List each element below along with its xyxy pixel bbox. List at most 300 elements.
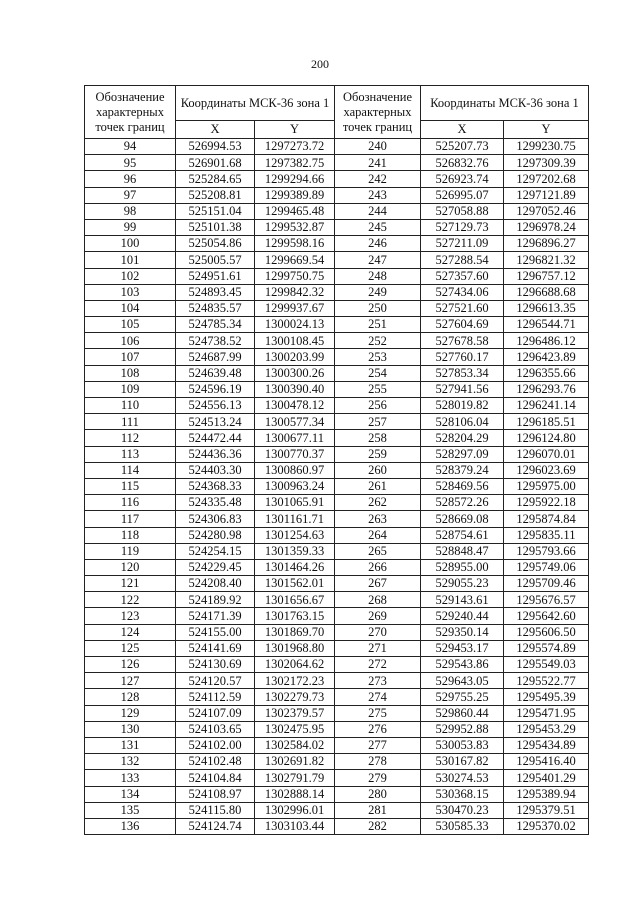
point-id-cell: 135	[85, 802, 176, 818]
x-value-cell: 524436.36	[176, 446, 255, 462]
point-id-cell: 280	[335, 786, 421, 802]
x-value-cell: 524115.80	[176, 802, 255, 818]
y-value-cell: 1296688.68	[504, 284, 589, 300]
y-value-cell: 1295835.11	[504, 527, 589, 543]
y-value-cell: 1299230.75	[504, 139, 589, 155]
y-column-header-right: Y	[504, 121, 589, 139]
x-value-cell: 524171.39	[176, 608, 255, 624]
point-id-cell: 244	[335, 203, 421, 219]
point-id-cell: 262	[335, 495, 421, 511]
x-value-cell: 529055.23	[421, 576, 504, 592]
table-row	[85, 802, 589, 818]
point-id-cell: 106	[85, 333, 176, 349]
y-value-cell: 1302888.14	[255, 786, 335, 802]
x-value-cell: 530585.33	[421, 818, 504, 834]
point-id-cell: 264	[335, 527, 421, 543]
x-value-cell: 529755.25	[421, 689, 504, 705]
point-id-cell: 242	[335, 171, 421, 187]
y-value-cell: 1300963.24	[255, 478, 335, 494]
point-id-cell: 129	[85, 705, 176, 721]
y-value-cell: 1301562.01	[255, 576, 335, 592]
point-id-cell: 97	[85, 187, 176, 203]
y-value-cell: 1301065.91	[255, 495, 335, 511]
table-row	[85, 576, 589, 592]
point-id-cell: 277	[335, 737, 421, 753]
table-row	[85, 155, 589, 171]
table-row	[85, 139, 589, 155]
table-row	[85, 511, 589, 527]
point-id-cell: 254	[335, 365, 421, 381]
x-value-cell: 525101.38	[176, 219, 255, 235]
point-id-cell: 256	[335, 398, 421, 414]
point-id-cell: 96	[85, 171, 176, 187]
y-value-cell: 1295434.89	[504, 737, 589, 753]
x-value-cell: 524785.34	[176, 317, 255, 333]
table-row	[85, 187, 589, 203]
table-row	[85, 689, 589, 705]
y-value-cell: 1296124.80	[504, 430, 589, 446]
point-id-cell: 123	[85, 608, 176, 624]
point-id-cell: 125	[85, 640, 176, 656]
y-value-cell: 1296613.35	[504, 300, 589, 316]
page-number: 200	[311, 57, 329, 71]
x-value-cell: 528754.61	[421, 527, 504, 543]
y-value-cell: 1299750.75	[255, 268, 335, 284]
y-value-cell: 1295379.51	[504, 802, 589, 818]
x-value-cell: 530167.82	[421, 754, 504, 770]
x-value-cell: 524472.44	[176, 430, 255, 446]
y-value-cell: 1295922.18	[504, 495, 589, 511]
y-value-cell: 1302172.23	[255, 673, 335, 689]
x-value-cell: 527678.58	[421, 333, 504, 349]
x-value-cell: 526994.53	[176, 139, 255, 155]
table-row	[85, 236, 589, 252]
table-row	[85, 268, 589, 284]
y-value-cell: 1295495.39	[504, 689, 589, 705]
y-value-cell: 1295749.06	[504, 559, 589, 575]
y-value-cell: 1299389.89	[255, 187, 335, 203]
table-row	[85, 317, 589, 333]
point-id-cell: 119	[85, 543, 176, 559]
y-value-cell: 1296023.69	[504, 462, 589, 478]
point-id-cell: 267	[335, 576, 421, 592]
y-value-cell: 1296355.66	[504, 365, 589, 381]
y-value-cell: 1295401.29	[504, 770, 589, 786]
table-row	[85, 462, 589, 478]
table-row	[85, 430, 589, 446]
point-id-cell: 281	[335, 802, 421, 818]
point-id-cell: 128	[85, 689, 176, 705]
y-value-cell: 1302791.79	[255, 770, 335, 786]
y-value-cell: 1295676.57	[504, 592, 589, 608]
table-row	[85, 624, 589, 640]
point-id-cell: 246	[335, 236, 421, 252]
x-value-cell: 528955.00	[421, 559, 504, 575]
point-id-cell: 120	[85, 559, 176, 575]
x-value-cell: 529860.44	[421, 705, 504, 721]
point-id-cell: 270	[335, 624, 421, 640]
point-id-cell: 100	[85, 236, 176, 252]
y-value-cell: 1295642.60	[504, 608, 589, 624]
point-id-cell: 248	[335, 268, 421, 284]
y-value-cell: 1297273.72	[255, 139, 335, 155]
table-row	[85, 219, 589, 235]
y-value-cell: 1295471.95	[504, 705, 589, 721]
point-id-cell: 273	[335, 673, 421, 689]
point-id-cell: 275	[335, 705, 421, 721]
y-value-cell: 1300860.97	[255, 462, 335, 478]
point-id-cell: 241	[335, 155, 421, 171]
y-value-cell: 1302584.02	[255, 737, 335, 753]
y-value-cell: 1296423.89	[504, 349, 589, 365]
x-value-cell: 524103.65	[176, 721, 255, 737]
table-row	[85, 300, 589, 316]
point-id-cell: 249	[335, 284, 421, 300]
point-id-cell: 108	[85, 365, 176, 381]
point-id-cell: 114	[85, 462, 176, 478]
x-value-cell: 528106.04	[421, 414, 504, 430]
x-value-cell: 525284.65	[176, 171, 255, 187]
y-value-cell: 1295606.50	[504, 624, 589, 640]
y-value-cell: 1302064.62	[255, 657, 335, 673]
x-value-cell: 527058.88	[421, 203, 504, 219]
y-value-cell: 1301968.80	[255, 640, 335, 656]
point-id-cell: 111	[85, 414, 176, 430]
y-value-cell: 1301869.70	[255, 624, 335, 640]
point-id-cell: 263	[335, 511, 421, 527]
table-row	[85, 818, 589, 834]
x-value-cell: 526923.74	[421, 171, 504, 187]
x-value-cell: 526901.68	[176, 155, 255, 171]
x-value-cell: 530274.53	[421, 770, 504, 786]
y-value-cell: 1295416.40	[504, 754, 589, 770]
x-value-cell: 524104.84	[176, 770, 255, 786]
point-id-cell: 132	[85, 754, 176, 770]
y-value-cell: 1297052.46	[504, 203, 589, 219]
y-value-cell: 1297121.89	[504, 187, 589, 203]
x-value-cell: 527357.60	[421, 268, 504, 284]
x-value-cell: 524254.15	[176, 543, 255, 559]
table-row	[85, 284, 589, 300]
x-value-cell: 524124.74	[176, 818, 255, 834]
table-header	[85, 86, 589, 139]
point-id-cell: 115	[85, 478, 176, 494]
y-value-cell: 1296241.14	[504, 398, 589, 414]
x-value-cell: 528297.09	[421, 446, 504, 462]
point-id-cell: 253	[335, 349, 421, 365]
x-value-cell: 524513.24	[176, 414, 255, 430]
y-value-cell: 1297309.39	[504, 155, 589, 171]
y-value-cell: 1296070.01	[504, 446, 589, 462]
y-value-cell: 1300478.12	[255, 398, 335, 414]
point-id-cell: 104	[85, 300, 176, 316]
y-value-cell: 1299937.67	[255, 300, 335, 316]
point-id-cell: 124	[85, 624, 176, 640]
x-value-cell: 530470.23	[421, 802, 504, 818]
y-value-cell: 1296896.27	[504, 236, 589, 252]
x-value-cell: 524280.98	[176, 527, 255, 543]
point-id-cell: 99	[85, 219, 176, 235]
y-value-cell: 1300108.45	[255, 333, 335, 349]
point-id-cell: 113	[85, 446, 176, 462]
x-value-cell: 527434.06	[421, 284, 504, 300]
y-value-cell: 1297382.75	[255, 155, 335, 171]
x-value-cell: 527129.73	[421, 219, 504, 235]
y-value-cell: 1295453.29	[504, 721, 589, 737]
point-id-cell: 121	[85, 576, 176, 592]
table-body	[85, 139, 589, 835]
y-value-cell: 1296293.76	[504, 381, 589, 397]
x-value-cell: 524639.48	[176, 365, 255, 381]
table-row	[85, 446, 589, 462]
x-value-cell: 524306.83	[176, 511, 255, 527]
table-row	[85, 381, 589, 397]
x-value-cell: 524687.99	[176, 349, 255, 365]
x-value-cell: 526995.07	[421, 187, 504, 203]
y-value-cell: 1302279.73	[255, 689, 335, 705]
point-id-cell: 105	[85, 317, 176, 333]
point-id-cell: 276	[335, 721, 421, 737]
x-value-cell: 524208.40	[176, 576, 255, 592]
x-value-cell: 527288.54	[421, 252, 504, 268]
x-value-cell: 527941.56	[421, 381, 504, 397]
y-value-cell: 1301359.33	[255, 543, 335, 559]
x-value-cell: 528572.26	[421, 495, 504, 511]
point-id-cell: 112	[85, 430, 176, 446]
x-value-cell: 525208.81	[176, 187, 255, 203]
point-id-cell: 98	[85, 203, 176, 219]
x-value-cell: 528379.24	[421, 462, 504, 478]
y-value-cell: 1299465.48	[255, 203, 335, 219]
coordinates-table	[84, 85, 589, 835]
point-id-cell: 117	[85, 511, 176, 527]
x-value-cell: 524229.45	[176, 559, 255, 575]
x-value-cell: 524107.09	[176, 705, 255, 721]
table-row	[85, 657, 589, 673]
x-value-cell: 524130.69	[176, 657, 255, 673]
x-value-cell: 525054.86	[176, 236, 255, 252]
point-id-cell: 245	[335, 219, 421, 235]
y-value-cell: 1303103.44	[255, 818, 335, 834]
x-value-cell: 524155.00	[176, 624, 255, 640]
x-value-cell: 524335.48	[176, 495, 255, 511]
point-id-cell: 94	[85, 139, 176, 155]
y-value-cell: 1299532.87	[255, 219, 335, 235]
point-id-cell: 136	[85, 818, 176, 834]
point-id-cell: 133	[85, 770, 176, 786]
x-value-cell: 529143.61	[421, 592, 504, 608]
point-id-cell: 116	[85, 495, 176, 511]
y-value-cell: 1302996.01	[255, 802, 335, 818]
x-value-cell: 526832.76	[421, 155, 504, 171]
x-value-cell: 529952.88	[421, 721, 504, 737]
x-value-cell: 525151.04	[176, 203, 255, 219]
y-value-cell: 1295389.94	[504, 786, 589, 802]
x-value-cell: 527211.09	[421, 236, 504, 252]
table-row	[85, 673, 589, 689]
x-value-cell: 527521.60	[421, 300, 504, 316]
y-value-cell: 1295709.46	[504, 576, 589, 592]
x-value-cell: 529240.44	[421, 608, 504, 624]
table-row	[85, 786, 589, 802]
table-row	[85, 705, 589, 721]
y-value-cell: 1295522.77	[504, 673, 589, 689]
y-value-cell: 1296185.51	[504, 414, 589, 430]
point-id-cell: 269	[335, 608, 421, 624]
point-id-cell: 266	[335, 559, 421, 575]
point-id-cell: 134	[85, 786, 176, 802]
point-id-cell: 251	[335, 317, 421, 333]
y-value-cell: 1302475.95	[255, 721, 335, 737]
y-value-cell: 1299842.32	[255, 284, 335, 300]
x-value-cell: 529643.05	[421, 673, 504, 689]
table-row	[85, 608, 589, 624]
table-row	[85, 640, 589, 656]
y-value-cell: 1301464.26	[255, 559, 335, 575]
point-id-cell: 127	[85, 673, 176, 689]
x-value-cell: 524368.33	[176, 478, 255, 494]
point-id-cell: 247	[335, 252, 421, 268]
point-id-cell: 95	[85, 155, 176, 171]
x-value-cell: 528469.56	[421, 478, 504, 494]
y-value-cell: 1297202.68	[504, 171, 589, 187]
table-row	[85, 398, 589, 414]
point-id-cell: 282	[335, 818, 421, 834]
table-row	[85, 721, 589, 737]
point-designation-header: Обозначение характерных точек границ	[85, 86, 176, 139]
y-value-cell: 1301656.67	[255, 592, 335, 608]
coords-header-right: Координаты МСК-36 зона 1	[421, 86, 589, 121]
point-id-cell: 258	[335, 430, 421, 446]
table-row	[85, 527, 589, 543]
table-row	[85, 333, 589, 349]
table-row	[85, 414, 589, 430]
point-id-cell: 278	[335, 754, 421, 770]
x-value-cell: 525207.73	[421, 139, 504, 155]
point-id-cell: 257	[335, 414, 421, 430]
x-value-cell: 524108.97	[176, 786, 255, 802]
coords-header-left: Координаты МСК-36 зона 1	[176, 86, 335, 121]
y-value-cell: 1296757.12	[504, 268, 589, 284]
point-id-cell: 268	[335, 592, 421, 608]
point-id-cell: 255	[335, 381, 421, 397]
y-value-cell: 1301763.15	[255, 608, 335, 624]
table-row	[85, 252, 589, 268]
x-value-cell: 530053.83	[421, 737, 504, 753]
point-id-cell: 265	[335, 543, 421, 559]
point-id-cell: 107	[85, 349, 176, 365]
x-value-cell: 524189.92	[176, 592, 255, 608]
y-value-cell: 1300390.40	[255, 381, 335, 397]
point-id-cell: 110	[85, 398, 176, 414]
point-id-cell: 260	[335, 462, 421, 478]
y-value-cell: 1302691.82	[255, 754, 335, 770]
y-value-cell: 1295549.03	[504, 657, 589, 673]
y-value-cell: 1295370.02	[504, 818, 589, 834]
point-id-cell: 250	[335, 300, 421, 316]
x-value-cell: 527853.34	[421, 365, 504, 381]
y-value-cell: 1295975.00	[504, 478, 589, 494]
x-value-cell: 524738.52	[176, 333, 255, 349]
x-value-cell: 529543.86	[421, 657, 504, 673]
y-value-cell: 1301254.63	[255, 527, 335, 543]
table-row	[85, 559, 589, 575]
x-column-header: X	[176, 121, 255, 139]
point-id-cell: 118	[85, 527, 176, 543]
y-value-cell: 1302379.57	[255, 705, 335, 721]
x-value-cell: 524120.57	[176, 673, 255, 689]
x-value-cell: 524596.19	[176, 381, 255, 397]
y-column-header: Y	[255, 121, 335, 139]
x-value-cell: 529350.14	[421, 624, 504, 640]
x-value-cell: 524951.61	[176, 268, 255, 284]
point-id-cell: 259	[335, 446, 421, 462]
table-row	[85, 365, 589, 381]
point-id-cell: 279	[335, 770, 421, 786]
x-value-cell: 528848.47	[421, 543, 504, 559]
point-id-cell: 131	[85, 737, 176, 753]
y-value-cell: 1295793.66	[504, 543, 589, 559]
table-row	[85, 203, 589, 219]
table-row	[85, 495, 589, 511]
x-value-cell: 524893.45	[176, 284, 255, 300]
x-value-cell: 524102.00	[176, 737, 255, 753]
point-id-cell: 130	[85, 721, 176, 737]
y-value-cell: 1299669.54	[255, 252, 335, 268]
x-value-cell: 527604.69	[421, 317, 504, 333]
table-row	[85, 737, 589, 753]
y-value-cell: 1301161.71	[255, 511, 335, 527]
table-row	[85, 171, 589, 187]
y-value-cell: 1300203.99	[255, 349, 335, 365]
y-value-cell: 1296821.32	[504, 252, 589, 268]
y-value-cell: 1300300.26	[255, 365, 335, 381]
y-value-cell: 1296486.12	[504, 333, 589, 349]
point-id-cell: 122	[85, 592, 176, 608]
point-id-cell: 243	[335, 187, 421, 203]
point-id-cell: 103	[85, 284, 176, 300]
x-value-cell: 524141.69	[176, 640, 255, 656]
y-value-cell: 1296978.24	[504, 219, 589, 235]
point-id-cell: 101	[85, 252, 176, 268]
x-value-cell: 527760.17	[421, 349, 504, 365]
point-id-cell: 271	[335, 640, 421, 656]
y-value-cell: 1300024.13	[255, 317, 335, 333]
x-value-cell: 528019.82	[421, 398, 504, 414]
y-value-cell: 1300577.34	[255, 414, 335, 430]
table-row	[85, 349, 589, 365]
x-value-cell: 524556.13	[176, 398, 255, 414]
point-id-cell: 109	[85, 381, 176, 397]
x-value-cell: 524403.30	[176, 462, 255, 478]
y-value-cell: 1299598.16	[255, 236, 335, 252]
y-value-cell: 1299294.66	[255, 171, 335, 187]
x-value-cell: 528669.08	[421, 511, 504, 527]
y-value-cell: 1300677.11	[255, 430, 335, 446]
y-value-cell: 1295574.89	[504, 640, 589, 656]
table-row	[85, 543, 589, 559]
point-id-cell: 126	[85, 657, 176, 673]
x-value-cell: 524835.57	[176, 300, 255, 316]
x-value-cell: 525005.57	[176, 252, 255, 268]
table-row	[85, 478, 589, 494]
point-id-cell: 261	[335, 478, 421, 494]
table-row	[85, 754, 589, 770]
point-id-cell: 240	[335, 139, 421, 155]
y-value-cell: 1296544.71	[504, 317, 589, 333]
table-row	[85, 592, 589, 608]
point-id-cell: 274	[335, 689, 421, 705]
